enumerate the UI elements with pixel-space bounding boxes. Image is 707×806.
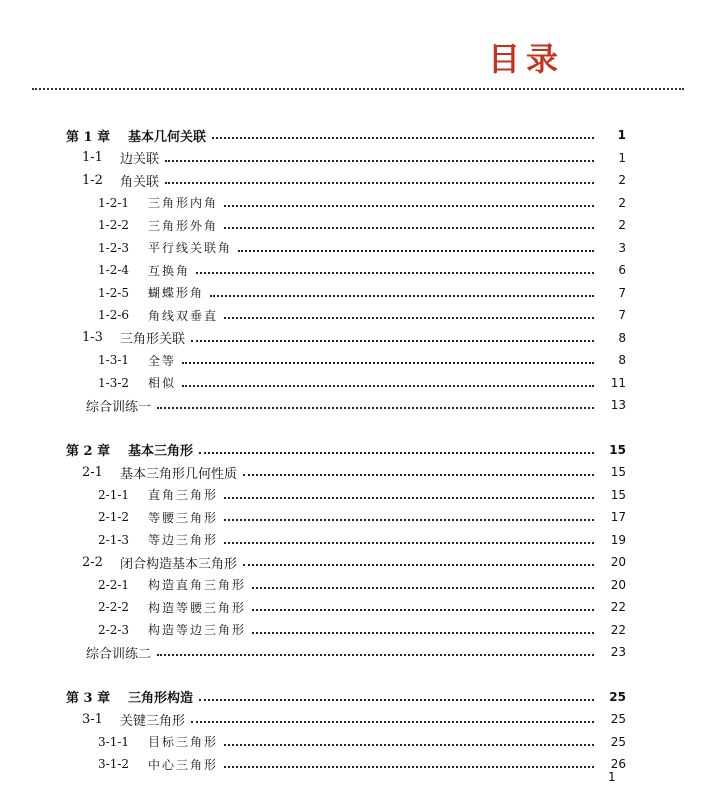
dot-leader (252, 609, 594, 611)
dot-leader (224, 497, 594, 499)
toc-entry-number: 2-2-2 (98, 600, 130, 614)
toc-entry-label: 中心三角形 (148, 757, 219, 772)
dot-leader (224, 519, 594, 521)
toc-entry-label: 相似 (148, 376, 177, 390)
toc-entry-page: 2 (618, 173, 626, 187)
toc-entry-number: 2-1-1 (98, 487, 130, 502)
toc-entry-number: 1-3-1 (98, 353, 130, 367)
toc-entry-page: 22 (610, 600, 626, 614)
dot-leader (182, 385, 594, 387)
toc-entry-label: 构造直角三角形 (148, 578, 247, 592)
toc-entry[interactable] (0, 731, 707, 753)
toc-entry-number: 第 2 章 (66, 444, 111, 459)
page-number: 1 (608, 770, 616, 784)
title-divider (32, 88, 684, 90)
toc-entry-label: 等腰三角形 (148, 510, 219, 525)
toc-entry-label: 基本几何关联 (128, 129, 207, 145)
toc-entry-label: 关键三角形 (120, 713, 186, 729)
toc-entry[interactable] (0, 192, 707, 214)
dot-leader (199, 452, 594, 454)
toc-entry[interactable] (0, 708, 707, 730)
dot-leader (157, 407, 594, 409)
toc-entry[interactable] (0, 574, 707, 596)
toc-entry-label: 三角形构造 (128, 691, 194, 706)
toc-entry-label: 全等 (148, 353, 177, 368)
toc-entry[interactable] (0, 529, 707, 551)
dot-leader (224, 227, 594, 229)
toc-entry-label: 构造等腰三角形 (148, 600, 247, 615)
toc-entry-number: 1-1 (82, 150, 103, 165)
toc-entry[interactable] (0, 619, 707, 641)
toc-entry[interactable] (0, 214, 707, 236)
toc-entry-number: 1-2-5 (98, 285, 130, 300)
toc-entry-label: 直角三角形 (148, 488, 219, 502)
toc-entry-label: 基本三角形 (128, 444, 194, 459)
toc-entry[interactable] (0, 394, 707, 416)
dot-leader (224, 317, 594, 319)
toc-entry-label: 基本三角形几何性质 (120, 466, 238, 482)
toc-entry-number: 1-2-3 (98, 240, 130, 255)
toc-entry-page: 8 (618, 330, 626, 345)
dot-leader (243, 564, 594, 566)
toc-entry[interactable] (0, 282, 707, 304)
toc-entry[interactable] (0, 169, 707, 191)
toc-entry[interactable] (0, 461, 707, 483)
toc-entry-label: 闭合构造基本三角形 (120, 556, 238, 572)
toc-entry-page: 2 (618, 218, 626, 232)
toc-entry-page: 1 (618, 150, 626, 165)
toc-entry-number: 3-1-1 (98, 734, 130, 749)
toc-entry-number: 3-1 (82, 711, 103, 727)
toc-entry-page: 1 (617, 128, 626, 142)
dot-leader (191, 721, 594, 723)
toc-entry-label: 角关联 (120, 174, 160, 190)
toc-entry[interactable] (0, 506, 707, 528)
toc-entry-label: 综合训练二 (86, 646, 152, 662)
toc-entry-number: 1-3-2 (98, 375, 130, 390)
toc-entry-page: 25 (610, 734, 626, 749)
toc-entry-page: 15 (609, 442, 626, 457)
toc-entry[interactable] (0, 686, 707, 708)
toc-entry[interactable] (0, 259, 707, 281)
toc-entry-page: 7 (618, 285, 626, 300)
toc-entry-page: 2 (618, 195, 626, 210)
toc-entry-label: 互换角 (148, 263, 191, 278)
dot-leader (224, 205, 594, 207)
toc-entry[interactable] (0, 596, 707, 618)
toc-entry-page: 23 (610, 645, 626, 659)
toc-entry-page: 17 (610, 510, 626, 524)
dot-leader (252, 632, 594, 634)
toc-entry-number: 1-2-4 (98, 263, 130, 277)
toc-entry-number: 第 1 章 (66, 129, 111, 145)
dot-leader (224, 542, 594, 544)
toc-entry-number: 第 3 章 (66, 691, 111, 706)
toc-entry-page: 20 (610, 577, 626, 592)
dot-leader (224, 744, 594, 746)
toc-entry[interactable] (0, 484, 707, 506)
toc-entry-label: 综合训练一 (86, 399, 152, 415)
toc-entry[interactable] (0, 124, 707, 146)
dot-leader (199, 699, 594, 701)
dot-leader (165, 160, 594, 162)
toc-entry-number: 2-1-3 (98, 532, 130, 547)
toc-entry-page: 11 (610, 375, 626, 390)
dot-leader (238, 250, 594, 252)
toc-entry[interactable] (0, 327, 707, 349)
toc-entry-number: 2-2 (82, 554, 103, 570)
toc-entry-label: 平行线关联角 (148, 241, 233, 255)
toc-entry-number: 2-1 (82, 464, 103, 480)
toc-entry[interactable] (0, 372, 707, 394)
toc-entry-page: 15 (610, 487, 626, 502)
toc-entry-number: 2-2-3 (98, 622, 130, 637)
toc-entry-label: 边关联 (120, 152, 160, 167)
toc-entry[interactable] (0, 439, 707, 461)
toc-entry-page: 15 (610, 465, 626, 479)
toc-entry-label: 蝴蝶形角 (148, 286, 205, 300)
toc-entry[interactable] (0, 551, 707, 573)
toc-entry-label: 等边三角形 (148, 533, 219, 547)
toc-entry-number: 2-1-2 (98, 510, 130, 524)
toc-entry-label: 三角形内角 (148, 196, 219, 210)
dot-leader (165, 182, 594, 184)
toc-entry-page: 25 (610, 712, 626, 726)
toc-entry-page: 3 (618, 240, 626, 255)
toc-entry-page: 13 (610, 398, 626, 412)
toc-entry-label: 构造等边三角形 (148, 623, 247, 637)
toc-entry-number: 1-3 (82, 330, 103, 345)
dot-leader (212, 137, 594, 139)
toc-entry-page: 8 (618, 353, 626, 367)
toc-entry[interactable] (0, 753, 707, 775)
dot-leader (182, 362, 594, 364)
toc-entry-number: 2-2-1 (98, 577, 130, 592)
toc-entry-number: 1-2-2 (98, 218, 130, 232)
dot-leader (191, 340, 594, 342)
dot-leader (196, 272, 594, 274)
toc-entry-number: 3-1-2 (98, 757, 130, 771)
dot-leader (252, 587, 594, 589)
dot-leader (157, 654, 594, 656)
toc-entry-number: 1-2-1 (98, 195, 130, 210)
toc-entry-page: 20 (610, 555, 626, 569)
toc-entry-number: 1-2 (82, 172, 103, 188)
page-title: 目录 (488, 40, 565, 78)
dot-leader (210, 295, 594, 297)
toc-entry-label: 三角形关联 (120, 332, 186, 347)
dot-leader (224, 766, 594, 768)
toc-entry-page: 22 (610, 622, 626, 637)
toc-entry-page: 19 (610, 532, 626, 547)
toc-entry-label: 角线双垂直 (148, 308, 219, 323)
toc-entry-number: 1-2-6 (98, 308, 130, 322)
toc-entry[interactable] (0, 304, 707, 326)
toc-entry-page: 7 (618, 308, 626, 322)
toc-entry[interactable] (0, 641, 707, 663)
dot-leader (243, 474, 594, 476)
toc-entry-label: 三角形外角 (148, 218, 219, 233)
toc-entry[interactable] (0, 349, 707, 371)
toc-entry-label: 目标三角形 (148, 735, 219, 749)
toc-entry[interactable] (0, 237, 707, 259)
toc-entry-page: 25 (609, 689, 626, 704)
toc-entry-page: 6 (618, 263, 626, 277)
toc-entry-page: 26 (610, 757, 626, 771)
toc-entry[interactable] (0, 147, 707, 169)
